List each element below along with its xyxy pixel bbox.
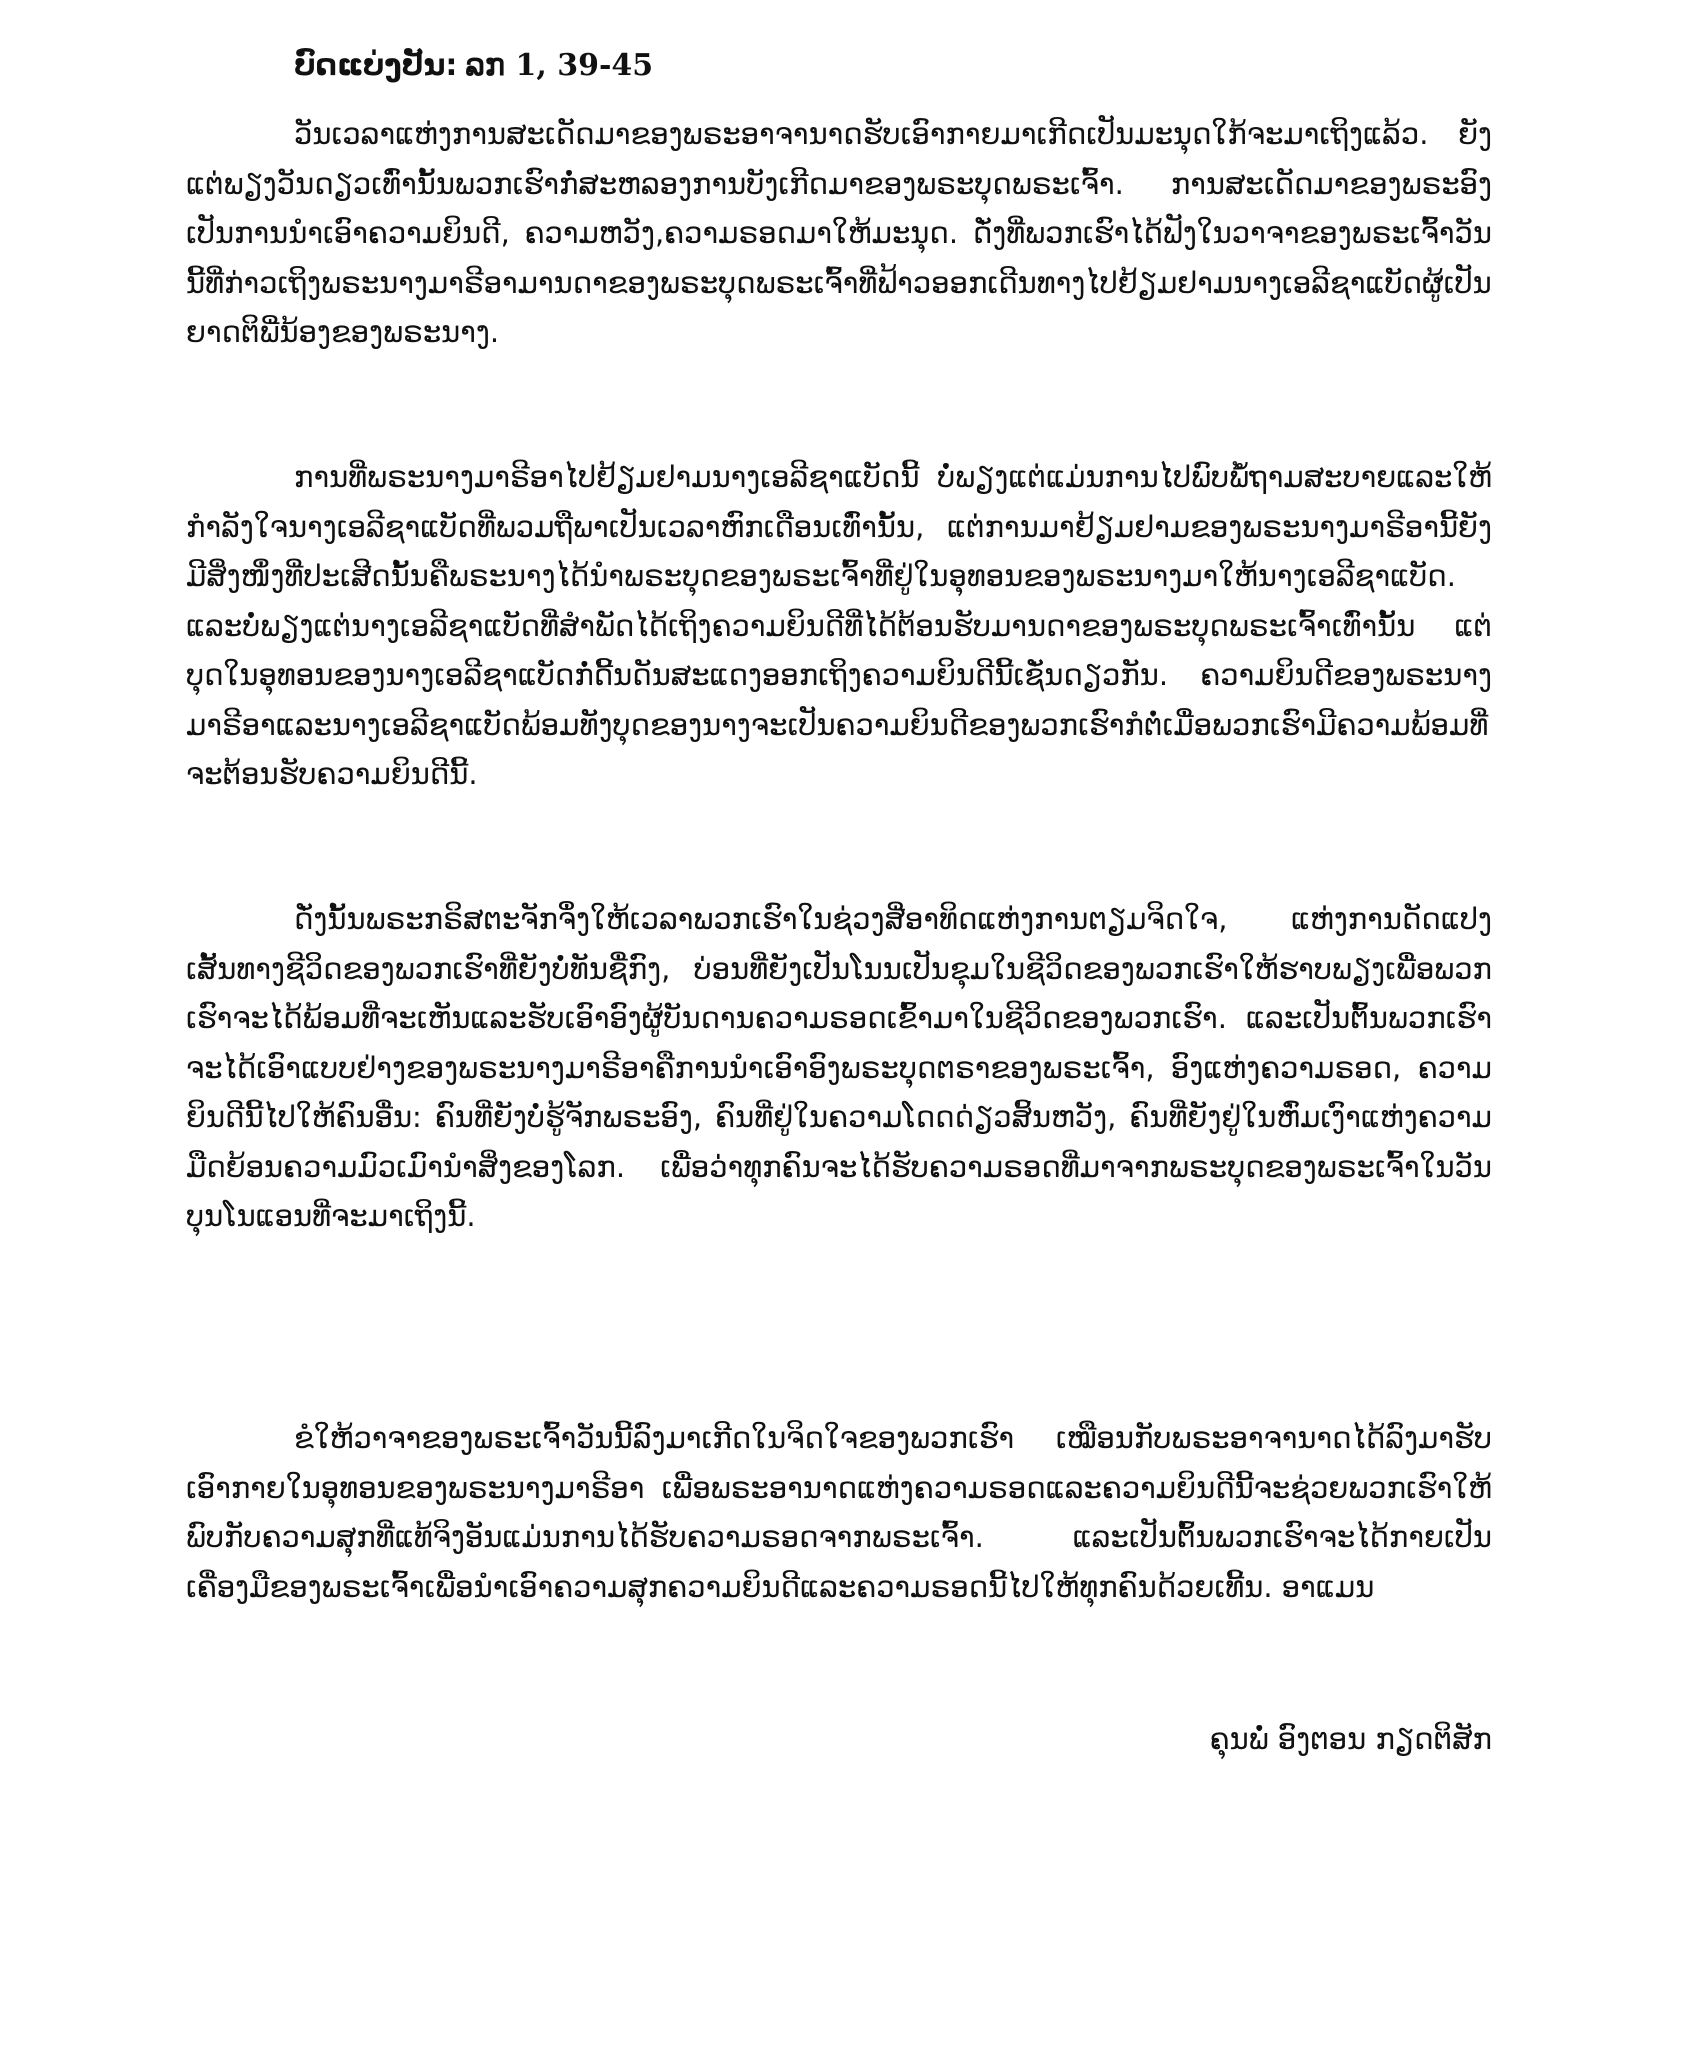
paragraph-4 xyxy=(186,1414,1492,1612)
paragraph-2 xyxy=(186,453,1492,800)
paragraph-1 xyxy=(186,110,1492,358)
paragraph-text: ຂໍໃຫ້ວາຈາຂອງພຣະເຈົ້າວັນນີ້ລົງມາເກີດໃນຈິດໃຈຂອງພວກເຮົາ ເໝືອນກັບພຣະອາຈານາດໄດ້ລົງມາຮັບເອົາກາຍໃນອຸທອນຂອງພຣະນາງມາຣີອາ ເພື່ອພຣະອານາດແຫ່ງຄວາມຣອດແລະຄວາມຍິນດີນີ້ຈະຊ່ວຍພວກເຮົາໃຫ້ພົບກັບຄວາມສຸກທີ່ແທ້ຈິງອັນແມ່ນການໄດ້ຮັບຄວາມຣອດຈາກພຣະເຈົ້າ. ແລະເປັນຕົ້ນພວກເຮົາຈະໄດ້ກາຍເປັນເຄື່ອງມືຂອງພຣະເຈົ້າເພື່ອນຳເອົາຄວາມສຸກຄວາມຍິນດີແລະຄວາມຣອດນີ້ໄປໃຫ້ທຸກຄົນດ້ວຍເທີ້ນ. ອາແມນ xyxy=(186,1421,1492,1604)
paragraph-3 xyxy=(186,895,1492,1242)
scripture-reference: ລກ 1, 39-45 xyxy=(465,48,654,83)
heading-label: ບົດແບ່ງປັນ: xyxy=(294,48,458,83)
paragraph-text: ວັນເວລາແຫ່ງການສະເດັດມາຂອງພຣະອາຈານາດຮັບເອົາກາຍມາເກີດເປັນມະນຸດໃກ້ຈະມາເຖິງແລ້ວ. ຍັງແຕ່ພຽງວັນດຽວເທົ່ານັ້ນພວກເຮົາກໍ່ສະຫລອງການບັງເກີດມາຂອງພຣະບຸດພຣະເຈົ້າ. ການສະເດັດມາຂອງພຣະອົງເປັນການນຳເອົາຄວາມຍິນດີ, ຄວາມຫວັງ,ຄວາມຣອດມາໃຫ້ມະນຸດ. ດັ່ງທີ່ພວກເຮົາໄດ້ຟັງໃນວາຈາຂອງພຣະເຈົ້າວັນນີ້ທີ່ກ່າວເຖິງພຣະນາງມາຣີອາມານດາຂອງພຣະບຸດພຣະເຈົ້າທີ່ຟ້າວອອກເດີນທາງໄປຢ້ຽມຢາມນາງເອລີຊາແບັດຜູ້ເປັນຍາດຕິພີ່ນ້ອງຂອງພຣະນາງ. xyxy=(186,117,1492,349)
paragraph-text: ການທີ່ພຣະນາງມາຣີອາໄປຢ້ຽມຢາມນາງເອລີຊາແບັດນີ້ ບໍ່ພຽງແຕ່ແມ່ນການໄປພົບພໍ້ຖາມສະບາຍແລະໃຫ້ກຳລັງໃຈນາງເອລີຊາແບັດທີ່ພວມຖືພາເປັນເວລາຫົກເດືອນເທົ່ານັ້ນ, ແຕ່ການມາຢ້ຽມຢາມຂອງພຣະນາງມາຣີອານີ້ຍັງມີສິ່ງໜຶ່ງທີ່ປະເສີດນັ້ນຄືພຣະນາງໄດ້ນຳພຣະບຸດຂອງພຣະເຈົ້າທີ່ຢູ່ໃນອຸທອນຂອງພຣະນາງມາໃຫ້ນາງເອລີຊາແບັດ. ແລະບໍ່ພຽງແຕ່ນາງເອລີຊາແບັດທີ່ສຳພັດໄດ້ເຖິງຄວາມຍິນດີທີ່ໄດ້ຕ້ອນຮັບມານດາຂອງພຣະບຸດພຣະເຈົ້າເທົ່ານັ້ນ ແຕ່ບຸດໃນອຸທອນຂອງນາງເອລີຊາແບັດກໍ່ດີ້ນດັນສະແດງອອກເຖິງຄວາມຍິນດີນີ້ເຊັ່ນດຽວກັນ. ຄວາມຍິນດີຂອງພຣະນາງມາຣີອາແລະນາງເອລີຊາແບັດພ້ອມທັງບຸດຂອງນາງຈະເປັນຄວາມຍິນດີຂອງພວກເຮົາກໍຕໍ່ເມື່ອພວກເຮົາມີຄວາມພ້ອມທີ່ຈະຕ້ອນຮັບຄວາມຍິນດີນີ້. xyxy=(186,460,1492,791)
page-title xyxy=(294,44,653,88)
paragraph-text: ດັ່ງນັ້ນພຣະກຣິສຕະຈັກຈຶ່ງໃຫ້ເວລາພວກເຮົາໃນຊ່ວງສີ່ອາທິດແຫ່ງການຕຽມຈິດໃຈ, ແຫ່ງການດັດແປງເສັ້ນທາງຊີວິດຂອງພວກເຮົາທີ່ຍັງບໍ່ທັນຊື່ກົງ, ບ່ອນທີ່ຍັງເປັນໂນນເປັນຂຸມໃນຊີວິດຂອງພວກເຮົາໃຫ້ຮາບພຽງເພື່ອພວກເຮົາຈະໄດ້ພ້ອມທີ່ຈະເຫັນແລະຮັບເອົາອົງຜູ້ບັນດານຄວາມຣອດເຂົ້າມາໃນຊີວິດຂອງພວກເຮົາ. ແລະເປັນຕົ້ນພວກເຮົາຈະໄດ້ເອົາແບບຢ່າງຂອງພຣະນາງມາຣີອາຄືການນຳເອົາອົງພຣະບຸດຕຣາຂອງພຣະເຈົ້າ, ອົງແຫ່ງຄວາມຣອດ, ຄວາມຍິນດີນີ້ໄປໃຫ້ຄົນອື່ນ: ຄົນທີ່ຍັງບໍ່ຮູ້ຈັກພຣະອົງ, ຄົນທີ່ຢູ່ໃນຄວາມໂດດດ່ຽວສິ້ນຫວັງ, ຄົນທີ່ຍັງຢູ່ໃນຫົ່ມເງົາແຫ່ງຄວາມມືດຍ້ອນຄວາມມົວເມົານຳສິ່ງຂອງໂລກ. ເພື່ອວ່າທຸກຄົນຈະໄດ້ຮັບຄວາມຣອດທີ່ມາຈາກພຣະບຸດຂອງພຣະເຈົ້າໃນວັນບຸນໂນແອນທີ່ຈະມາເຖິງນີ້. xyxy=(186,902,1492,1233)
author-signature: ຄຸນພໍ່ ອົງຕອນ ກຽດຕິສັກ xyxy=(1209,1722,1492,1756)
